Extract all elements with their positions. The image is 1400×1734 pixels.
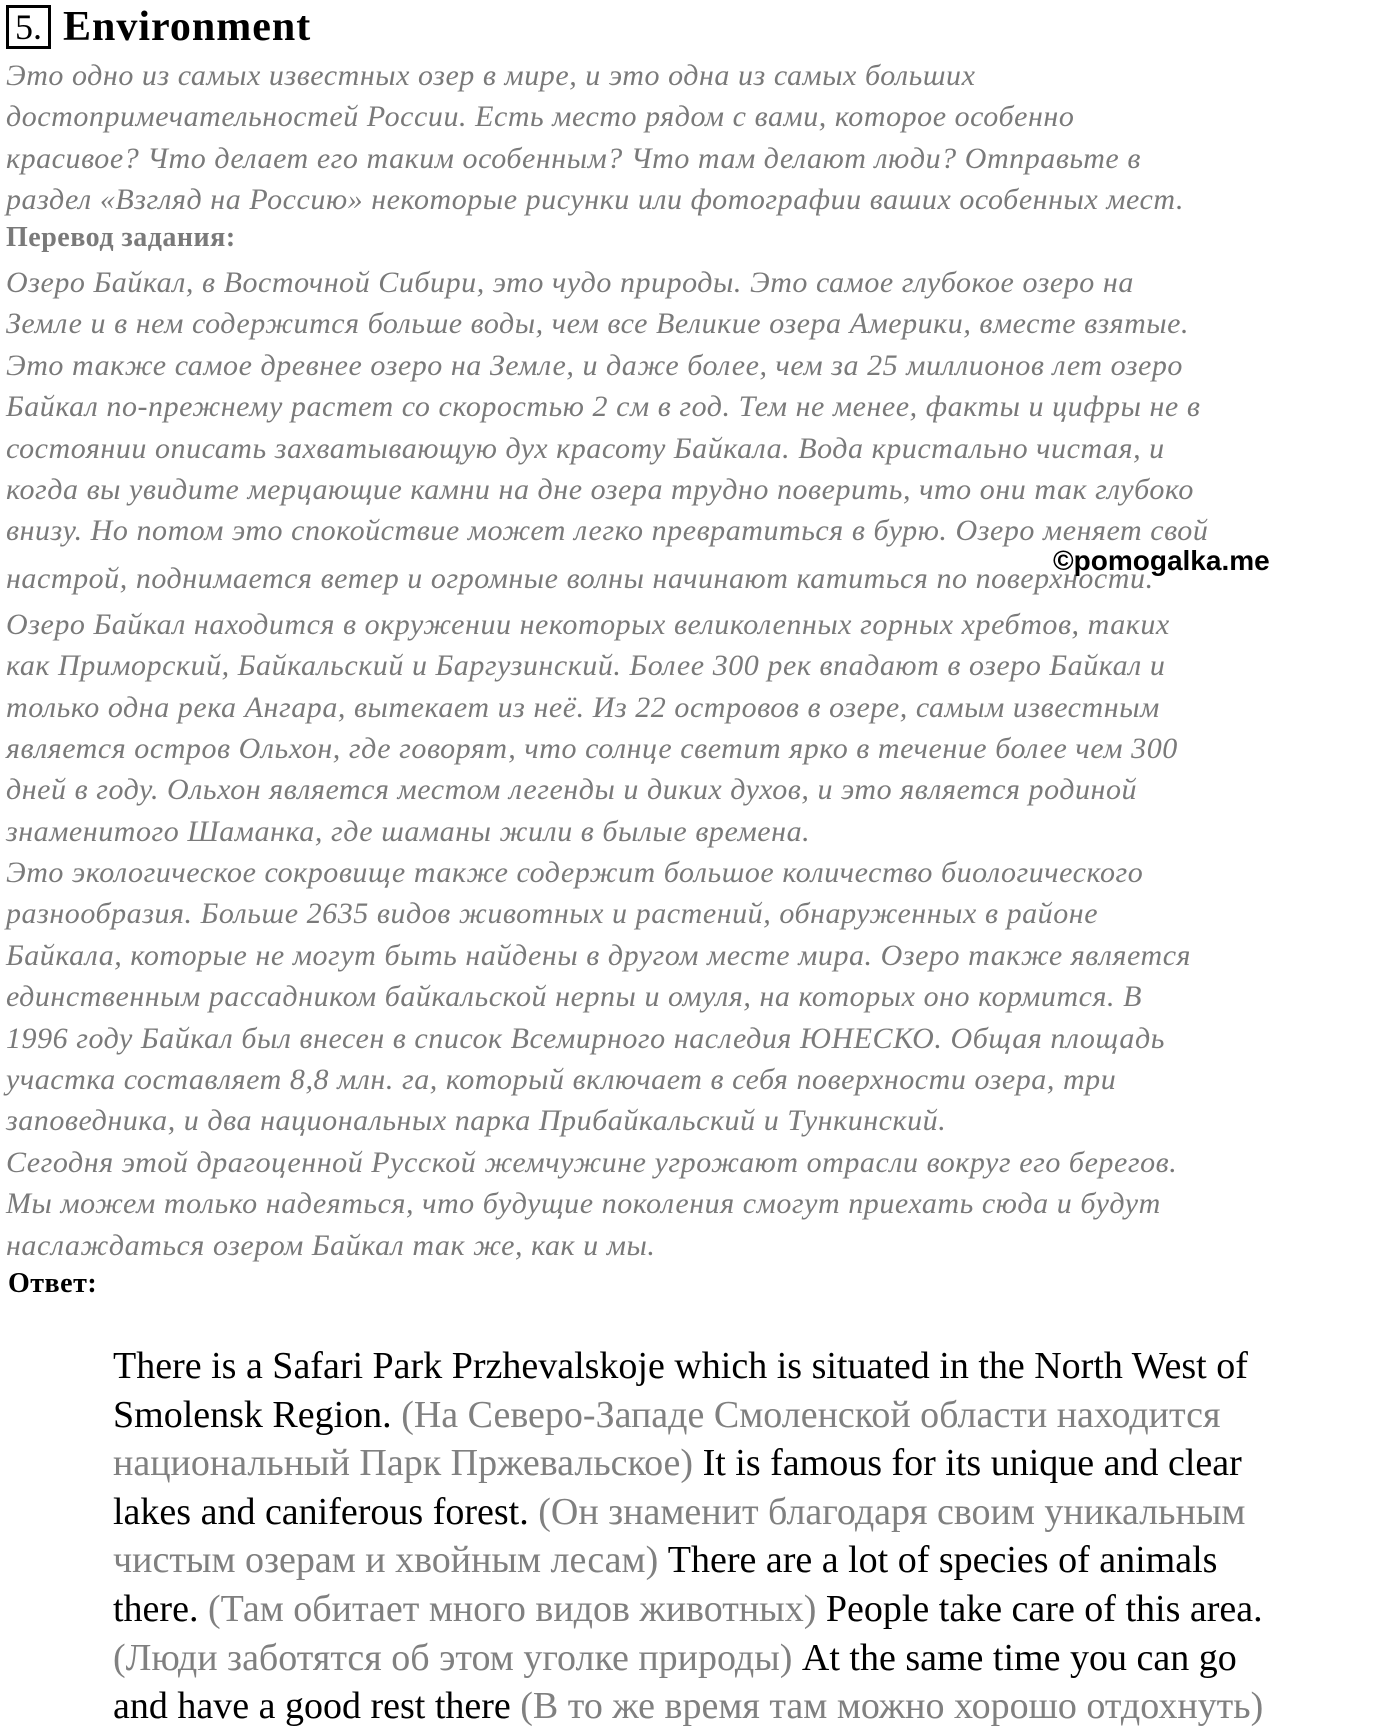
answer-line — [113, 1634, 1393, 1683]
translation-line: состоянии описать захватывающую дух красоту Байкала. Вода кристально чистая, и — [6, 431, 1165, 465]
task-text-line: Это одно из самых известных озер в мире, и это одна из самых больших — [6, 59, 976, 92]
translation-line: настрой, поднимается ветер и огромные волны начинают катиться по поверхности. — [6, 561, 1154, 595]
translation-heading: Перевод задания: — [6, 222, 236, 253]
answer-line — [113, 1585, 1393, 1634]
translation-line: Это также самое древнее озеро на Земле, и даже более, чем за 25 миллионов лет озеро — [6, 348, 1183, 382]
translation-line: Сегодня этой драгоценной Русской жемчужине угрожают отрасли вокруг его берегов. — [6, 1145, 1178, 1179]
task-text — [6, 55, 1398, 221]
translation-line: дней в году. Ольхон является местом легенды и диких духов, и это является родиной — [6, 773, 1138, 807]
answer-line — [113, 1391, 1393, 1440]
translation-line: Байкала, которые не могут быть найдены в другом месте мира. Озеро также является — [6, 938, 1192, 972]
exercise-title: Environment — [63, 4, 312, 50]
answer-line — [113, 1488, 1393, 1537]
translation-line: Озеро Байкал, в Восточной Сибири, это чудо природы. Это самое глубокое озеро на — [6, 266, 1134, 299]
translation-line: единственным рассадником байкальской нерпы и омуля, на которых оно кормится. В — [6, 980, 1142, 1014]
answer-label: Ответ: — [8, 1268, 98, 1299]
answer-english-segment: lakes and caniferous forest. — [113, 1490, 539, 1533]
answer-translation-segment: (Он знаменит благодаря своим уникальным — [538, 1490, 1246, 1533]
watermark: ©pomogalka.me — [1053, 545, 1270, 576]
task-text-line: красивое? Что делает его таким особенным? Что там делают люди? Отправьте в — [6, 141, 1141, 175]
translation-line: Мы можем только надеяться, что будущие поколения смогут приехать сюда и будут — [6, 1187, 1161, 1221]
answer-line — [113, 1342, 1393, 1391]
translation-line: 1996 году Байкал был внесен в список Всемирного наследия ЮНЕСКО. Общая площадь — [6, 1021, 1165, 1055]
answer-translation-segment: чистым озерам и хвойным лесам) — [113, 1539, 668, 1582]
answer-line — [113, 1439, 1393, 1488]
task-text-line: достопримечательностей России. Есть место рядом с вами, которое особенно — [6, 100, 1075, 134]
translation-line: знаменитого Шаманка, где шаманы жили в былые времена. — [6, 814, 811, 848]
task-text-line: раздел «Взгляд на Россию» некоторые рисунки или фотографии ваших особенных мест. — [6, 183, 1184, 217]
translation-line: Озеро Байкал находится в окружении некоторых великолепных горных хребтов, таких — [6, 607, 1170, 641]
translation-line: участка составляет 8,8 млн. га, который включает в себя поверхности озера, три — [6, 1063, 1117, 1097]
translation-line: Это экологическое сокровище также содержит большое количество биологического — [6, 856, 1144, 890]
answer-line — [113, 1536, 1393, 1585]
answer-english-segment: There is a Safari Park Przhevalskoje which is situated in the North West of — [113, 1345, 1248, 1387]
translation-line: внизу. Но потом это спокойствие может легко превратиться в бурю. Озеро меняет свой — [6, 514, 1209, 548]
answer-translation-segment: (В то же время там можно хорошо отдохнуть) — [520, 1685, 1264, 1728]
translation-line: разнообразия. Больше 2635 видов животных и растений, обнаруженных в районе — [6, 897, 1099, 931]
answer-translation-segment: национальный Парк Пржевальское) — [113, 1442, 703, 1485]
answer-english-segment: People take care of this area. — [825, 1587, 1263, 1630]
answer-translation-segment: (Люди заботятся об этом уголке природы) — [113, 1636, 802, 1679]
answer-english-segment: and have a good rest there — [113, 1685, 521, 1728]
exercise-header — [6, 4, 311, 50]
answer-english-segment: there. — [113, 1587, 208, 1630]
answer-text — [113, 1342, 1393, 1731]
answer-translation-segment: (На Северо-Западе Смоленской области находится — [401, 1393, 1221, 1436]
translation-line: наслаждаться озером Байкал так же, как и мы. — [6, 1228, 656, 1262]
translation-line: когда вы увидите мерцающие камни на дне озера трудно поверить, что они так глубоко — [6, 472, 1194, 506]
answer-line — [113, 1682, 1393, 1731]
translation-line: заповедника, и два национальных парка Прибайкальский и Тункинский. — [6, 1104, 947, 1138]
task-number-box: 5. — [6, 5, 51, 49]
answer-english-segment: Smolensk Region. — [113, 1393, 402, 1436]
translation-line: является остров Ольхон, где говорят, что солнце светит ярко в течение более чем 300 — [6, 731, 1178, 765]
translation-line: Земле и в нем содержится больше воды, чем все Великие озера Америки, вместе взятые. — [6, 307, 1190, 341]
translation-line: только одна река Ангара, вытекает из неё. Из 22 островов в озере, самым известным — [6, 690, 1160, 724]
translation-line: Байкал по-прежнему растет со скоростью 2 см в год. Тем не менее, факты и цифры не в — [6, 390, 1201, 424]
translation-line: как Приморский, Байкальский и Баргузинский. Более 300 рек впадают в озеро Байкал и — [6, 649, 1166, 683]
translation-text — [6, 262, 1398, 1266]
answer-english-segment: At the same time you can go — [801, 1636, 1237, 1679]
answer-english-segment: There are a lot of species of animals — [667, 1539, 1218, 1582]
answer-english-segment: It is famous for its unique and clear — [702, 1442, 1242, 1485]
answer-translation-segment: (Там обитает много видов животных) — [207, 1587, 826, 1630]
